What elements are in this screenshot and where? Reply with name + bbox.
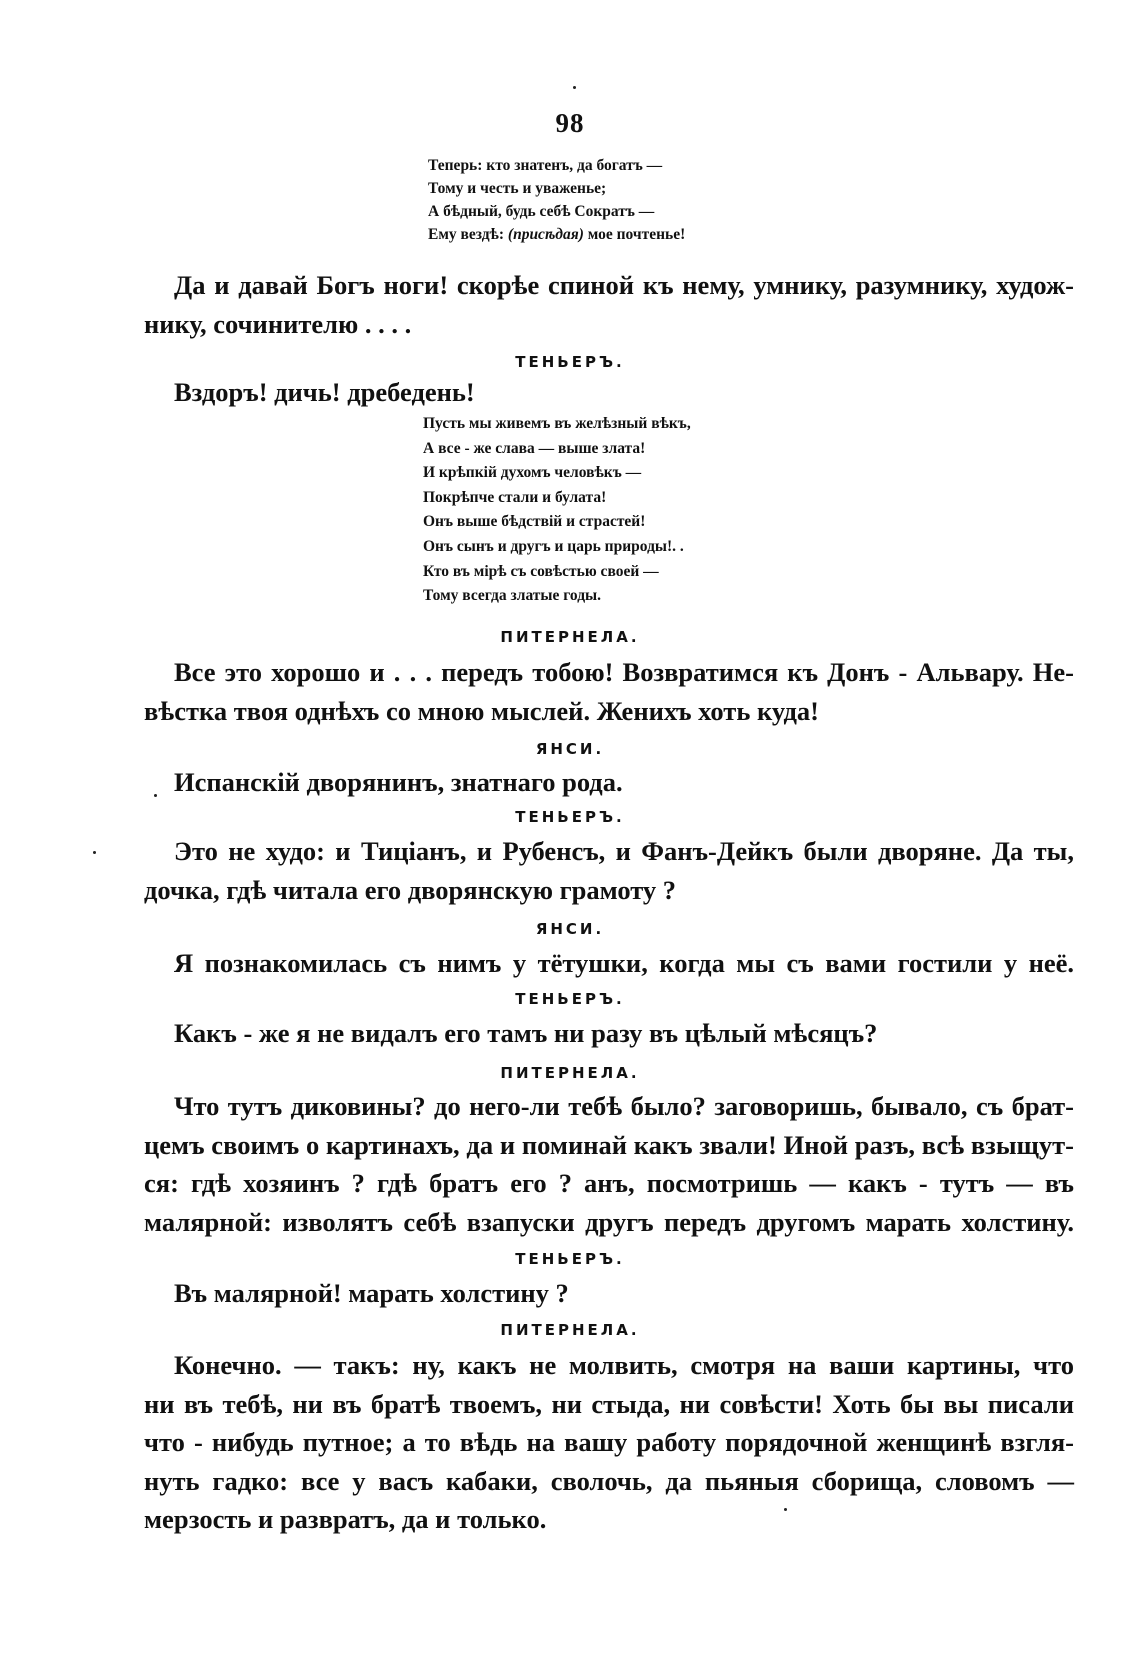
paragraph-2: Вздоръ! дичь! дребедень! (174, 377, 475, 407)
verse-line: Теперь: кто знатенъ, да богатъ — (428, 157, 663, 174)
verse-line: А бѣдный, будь себѣ Сократъ — (428, 203, 655, 220)
verse-line: Покрѣпче стали и булата! (423, 488, 607, 506)
print-speck (573, 86, 576, 89)
paragraph-9: Въ малярной! марать холстину ? (174, 1278, 569, 1308)
speaker-name: ТЕНЬЕРЪ. (515, 353, 625, 371)
paragraph-5: Это не худо: и Тиціанъ, и Рубенсъ, и Фанъ-Дейкъ были дворяне. Да ты, дочка, гдѣ читала его дворянскую грамоту ? (144, 836, 1074, 905)
speaker-name: ЯНСИ. (535, 920, 605, 938)
verse-line: Ему вездѣ: (приcѣдая) мое почтенье! (428, 226, 686, 243)
paragraph-3: Все это хорошо и . . . передъ тобою! Возвратимся къ Донъ - Альвару. Не- вѣстка твоя однѣхъ со мною мыслей. Женихъ хоть куда! (144, 657, 1074, 726)
speaker-name: ТЕНЬЕРЪ. (515, 808, 625, 826)
verse-block-2 (423, 412, 691, 609)
paragraph-4: Испанскій дворянинъ, знатнаго рода. (174, 767, 623, 797)
paragraph-1: Да и давай Богъ ноги! скорѣе спиной къ нему, умнику, разумнику, худож- нику, сочинителю . . . . (144, 270, 1074, 339)
verse-block-1 (428, 154, 685, 246)
speaker-name: ПИТЕРНЕЛА. (500, 628, 640, 646)
paragraph-10: Конечно. — такъ: ну, какъ не молвить, смотря на ваши картины, что ни въ тебѣ, ни въ братѣ твоемъ, ни стыда, ни совѣсти! Хоть бы вы писали что - нибудь путное; а то вѣдь на вашу работу порядочной женщинѣ взгля- нуть гадко: все у васъ кабаки, сволочь, да пьяныя сборища, словомъ — мерзость и развратъ, да и только. (144, 1350, 1074, 1535)
paragraph-8: Что тутъ диковины? до него-ли тебѣ было? заговоришь, бывало, съ брат- цемъ своимъ о картинахъ, да и поминай какъ звали! Иной разъ, всѣ взыщут- ся: гдѣ хозяинъ ? гдѣ братъ его ? анъ, посмотришь — какъ - тутъ — въ малярной: изволятъ себѣ взапуски другъ передъ другомъ марать холстину. (144, 1091, 1074, 1237)
verse-line: Тому и честь и уваженье; (428, 180, 607, 197)
verse-line: Тому всегда златые годы. (423, 587, 602, 605)
stage-direction: (приcѣдая) (507, 226, 584, 243)
print-speck (93, 851, 96, 854)
speaker-name: ПИТЕРНЕЛА. (500, 1321, 640, 1339)
verse-line: Онъ выше бѣдствій и страстей! (423, 513, 646, 531)
speaker-name: ТЕНЬЕРЪ. (515, 1250, 625, 1268)
verse-line: Пусть мы живемъ въ желѣзный вѣкъ, (423, 415, 691, 432)
paragraph-6: Я познакомилась съ нимъ у тётушки, когда мы съ вами гостили у неё. (174, 948, 1074, 978)
verse-line: И крѣпкій духомъ человѣкъ — (423, 464, 642, 482)
verse-line: Кто въ мірѣ съ совѣстью своей — (423, 562, 659, 580)
verse-line: А все - же слава — выше злата! (423, 439, 646, 457)
verse-line: Онъ сынъ и другъ и царь природы!. . (423, 537, 684, 555)
speaker-name: ПИТЕРНЕЛА. (500, 1064, 640, 1082)
paragraph-7: Какъ - же я не видалъ его тамъ ни разу въ цѣлый мѣсяцъ? (174, 1018, 878, 1048)
page-number: 98 (555, 108, 585, 138)
speaker-name: ЯНСИ. (535, 740, 605, 758)
speaker-name: ТЕНЬЕРЪ. (515, 990, 625, 1008)
